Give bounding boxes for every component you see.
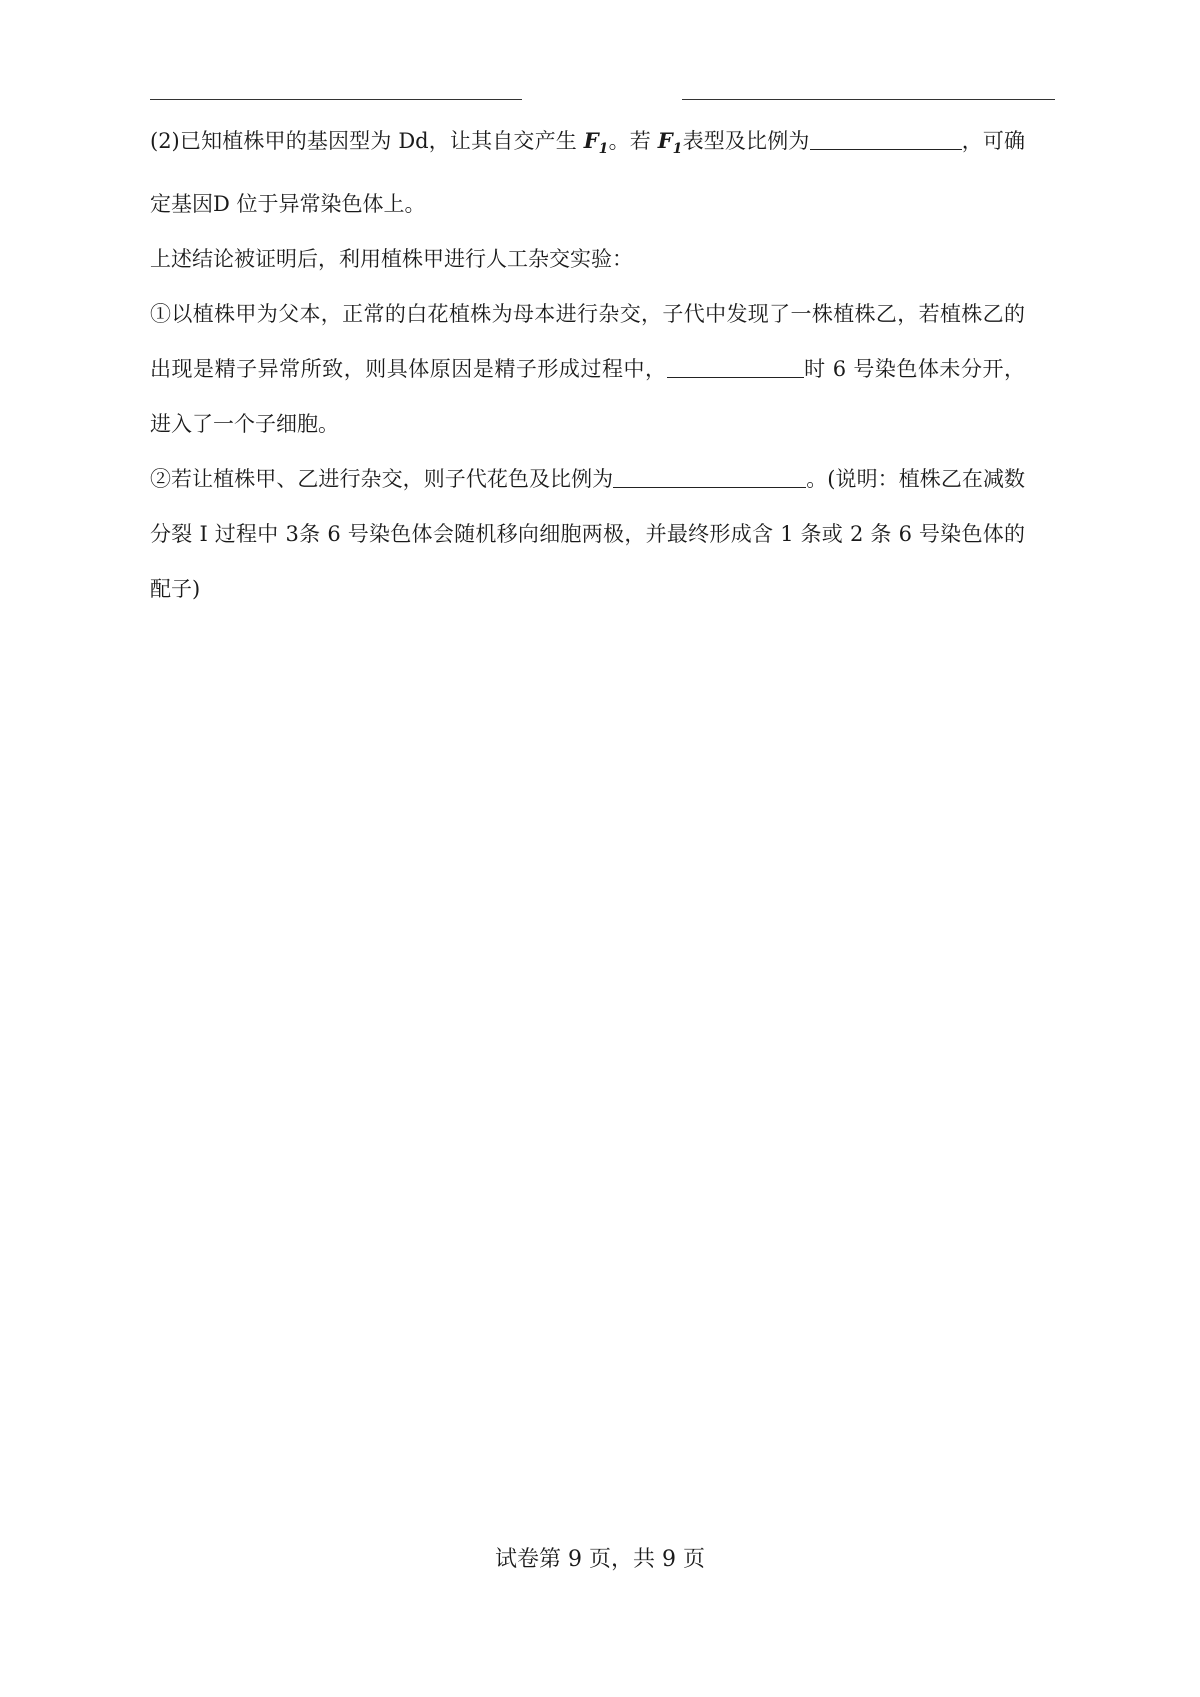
answer-blank-1[interactable] [810, 129, 962, 150]
answer-blank-2[interactable] [667, 357, 804, 378]
q2-text-a: (2)已知植株甲的基因型为 Dd，让其自交产生 [150, 129, 584, 153]
page-footer: 试卷第 9 页，共 9 页 [495, 1547, 705, 1572]
q2-text-c: 表型及比例为 [682, 129, 810, 153]
sub-question-2 [150, 452, 1025, 617]
answer-line-left [150, 99, 522, 100]
question-2 [150, 113, 1025, 232]
q2-text-b: 。若 [608, 129, 658, 153]
answer-blank-3[interactable] [613, 467, 806, 488]
question-content [150, 113, 1025, 617]
f1-symbol-2: $F_1$ [657, 128, 683, 158]
p2-text-a: ②若让植株甲、乙进行杂交，则子代花色及比例为 [150, 467, 614, 492]
q2-text-d: ，可确定基因D 位于异常染色体上。 [150, 129, 1026, 217]
after-conclusion: 上述结论被证明后，利用植株甲进行人工杂交实验： [150, 247, 633, 272]
answer-line-right [682, 99, 1055, 100]
f1-symbol: $F_1$ [583, 128, 609, 158]
p2-text-b: 。(说明：植株乙在减数分裂 I 过程中 3条 6 号染色体会随机移向细胞两极，并最终形成含 1 条或 2 条 6 号染色体的配子) [150, 467, 1025, 602]
p1-text-a: ①以植株甲为父本，正常的白花植株为母本进行杂交，子代中发现了一株植株乙，若植株乙的出现是精子异常所致，则具体原因是精子形成过程中， [150, 302, 1025, 382]
p1-text-b: 时 6 号染色体未分开，进入了一个子细胞。 [150, 357, 1026, 437]
sub-question-1 [150, 287, 1025, 452]
